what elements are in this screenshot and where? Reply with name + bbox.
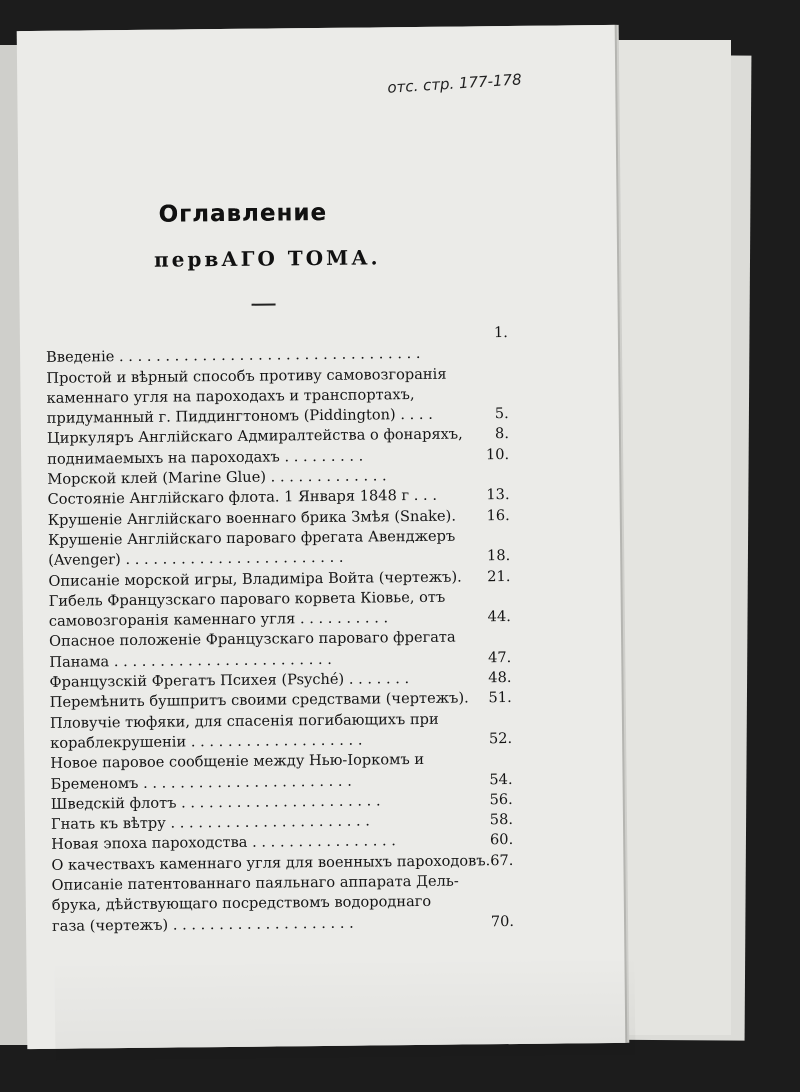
toc-entry-page: 70. [490, 912, 515, 930]
toc-entry-page: 8. [494, 425, 510, 443]
toc-entry-title: Опасное положеніе Французскаго пароваго фрегата [48, 629, 456, 651]
toc-entry-page: 10. [485, 445, 510, 464]
toc-entry-page: 5. [494, 405, 509, 423]
toc-entry-page: 52. [488, 729, 513, 748]
toc-entry-title: Гибель Французскаго пароваго корвета Кіовье, отъ [48, 588, 446, 610]
toc-entry-title: Описаніе патентованнаго паяльнаго аппарата Дель- [51, 872, 459, 894]
toc-entry-title: Бременомъ . . . . . . . . . . . . . . . . . . . . . . . [50, 772, 352, 793]
toc-entry-title: каменнаго угля на пароходахъ и транспортахъ, [46, 385, 415, 407]
toc-entry-page: 67. [490, 851, 514, 869]
title-divider [252, 303, 276, 305]
toc-entry-page: 18. [486, 547, 511, 565]
toc-entry-title: Перемѣнить бушпритъ своими средствами (чертежъ). [49, 689, 469, 712]
toc-entry-page: 51. [488, 689, 512, 707]
toc-entry-title: (Avenger) . . . . . . . . . . . . . . . . . . . . . . . . [48, 549, 344, 570]
toc-entry-title: Гнать къ вѣтру . . . . . . . . . . . . . . . . . . . . . . [50, 812, 371, 833]
toc-entry-title: Простой и вѣрный способъ противу самовозгоранія [46, 365, 447, 387]
toc-entry [52, 912, 514, 937]
toc-entry-title: Шведскій флотъ . . . . . . . . . . . . . . . . . . . . . . [50, 792, 381, 813]
toc-entry-title: Новое паровое сообщеніе между Нью-Іоркомъ и [50, 751, 425, 773]
toc-entry-page: 21. [487, 567, 511, 585]
toc-entry-title: Состояніе Англійскаго флота. 1 Января 1848 г . . . [47, 487, 438, 509]
toc-entry-title: О качествахъ каменнаго угля для военныхъ пароходовъ. [51, 851, 491, 874]
toc-entry-title: самовозгоранія каменнаго угля . . . . . . . . . . [48, 609, 389, 631]
toc-entry-title: Циркуляръ Англійскаго Адмиралтейства о фонаряхъ, [46, 425, 463, 448]
toc-entry-page: 60. [489, 831, 514, 849]
page-subtitle: первАГО ТОМА. [153, 245, 381, 272]
toc-entry-title: Морской клей (Marine Glue) . . . . . . . . . . . . . [47, 467, 387, 488]
toc-entry-page: 56. [489, 790, 513, 809]
toc-entry-page: 44. [487, 608, 511, 626]
toc-entry-title: Панама . . . . . . . . . . . . . . . . . . . . . . . . [49, 650, 332, 671]
toc-entry-title: газа (чертежъ) . . . . . . . . . . . . . . . . . . . . [51, 914, 354, 935]
table-of-contents-page [17, 25, 626, 1049]
toc-entry-title: брука, дѣйствующаго посредствомъ водороднаго [51, 893, 432, 915]
toc-entry-title: Французскій Фрегатъ Психея (Psyché) . . . . . . . [49, 670, 410, 691]
toc-entry-page: 48. [488, 669, 512, 687]
toc-entry-page: 58. [489, 811, 514, 829]
toc-entry-title: кораблекрушеніи . . . . . . . . . . . . . . . . . . . [50, 731, 363, 752]
toc-entry-title: Пловучіе тюфяки, для спасенія погибающихъ при [49, 710, 439, 732]
page-bottom-edge [54, 955, 635, 1061]
toc-entry-title: Описаніе морской игры, Владиміра Войта (чертежъ). [48, 568, 462, 590]
handwritten-annotation: отс. стр. 177-178 [386, 70, 523, 97]
toc-entry-title: Новая эпоха пароходства . . . . . . . . . . . . . . . . [51, 832, 396, 854]
toc-entry-page: 16. [486, 506, 510, 524]
toc-entry-page: 54. [489, 770, 513, 788]
toc-entry-page: 47. [487, 648, 512, 667]
toc-entry-title: Введеніе . . . . . . . . . . . . . . . . . . . . . . . . . . . . . . . . . [46, 345, 421, 367]
page-title: Оглавление [158, 199, 328, 228]
toc-entry-title: поднимаемыхъ на пароходахъ . . . . . . . . . [47, 447, 364, 468]
table-of-contents [46, 323, 514, 937]
toc-entry-title: Крушеніе Англійскаго военнаго брика Змѣя (Snake). [47, 507, 457, 529]
toc-entry-page: 13. [486, 486, 510, 504]
toc-entry-page: 1. [493, 324, 508, 342]
toc-entry-title: Крушеніе Англійскаго пароваго фрегата Авенджеръ [47, 527, 456, 549]
toc-entry-title: придуманный г. Пиддингтономъ (Piddington) . . . . [46, 406, 433, 428]
